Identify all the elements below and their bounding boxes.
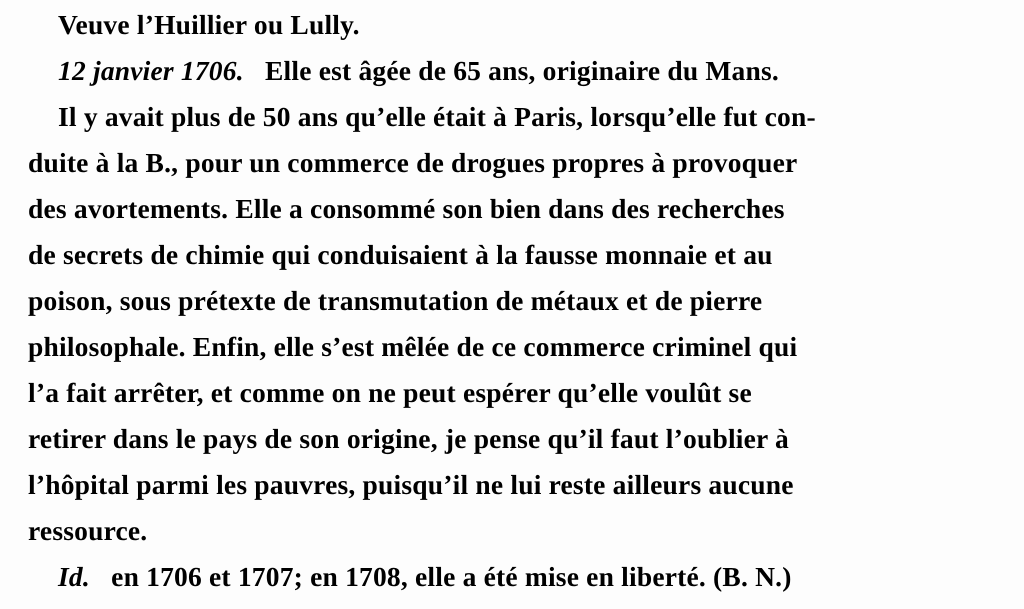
entry-footer-line bbox=[28, 554, 996, 600]
paragraph-line-text: Il y avait plus de 50 ans qu’elle était à Paris, lorsqu’elle fut con- bbox=[58, 101, 816, 132]
footer-remainder: en 1706 et 1707; en 1708, elle a été mise en liberté. (B. N.) bbox=[111, 561, 792, 592]
footer-reference: Id. bbox=[58, 561, 90, 592]
entry-date-line bbox=[28, 48, 996, 94]
paragraph-line bbox=[28, 416, 996, 462]
paragraph-line-text: philosophale. Enfin, elle s’est mêlée de ce commerce criminel qui bbox=[28, 331, 798, 362]
entry-heading bbox=[28, 2, 996, 48]
paragraph-line bbox=[28, 186, 996, 232]
paragraph-line-text: de secrets de chimie qui conduisaient à la fausse monnaie et au bbox=[28, 239, 773, 270]
entry-date-remainder: Elle est âgée de 65 ans, originaire du Mans. bbox=[265, 55, 779, 86]
paragraph-line bbox=[28, 94, 996, 140]
entry-date: 12 janvier 1706. bbox=[58, 55, 244, 86]
text-column bbox=[28, 2, 996, 600]
paragraph-line bbox=[28, 370, 996, 416]
paragraph-line bbox=[28, 232, 996, 278]
paragraph-line bbox=[28, 278, 996, 324]
paragraph-line-text: des avortements. Elle a consommé son bien dans des recherches bbox=[28, 193, 785, 224]
paragraph-line-text: poison, sous prétexte de transmutation de métaux et de pierre bbox=[28, 285, 763, 316]
paragraph-line bbox=[28, 324, 996, 370]
paragraph-line-text: l’a fait arrêter, et comme on ne peut espérer qu’elle voulût se bbox=[28, 377, 752, 408]
paragraph-line-text: l’hôpital parmi les pauvres, puisqu’il ne lui reste ailleurs aucune bbox=[28, 469, 794, 500]
paragraph-line bbox=[28, 140, 996, 186]
entry-heading-text: Veuve l’Huillier ou Lully. bbox=[58, 9, 360, 40]
paragraph-line-text: duite à la B., pour un commerce de drogues propres à provoquer bbox=[28, 147, 798, 178]
paragraph-line-text: retirer dans le pays de son origine, je pense qu’il faut l’oublier à bbox=[28, 423, 789, 454]
paragraph-line bbox=[28, 508, 996, 554]
paragraph-line-text: ressource. bbox=[28, 515, 148, 546]
paragraph-line bbox=[28, 462, 996, 508]
